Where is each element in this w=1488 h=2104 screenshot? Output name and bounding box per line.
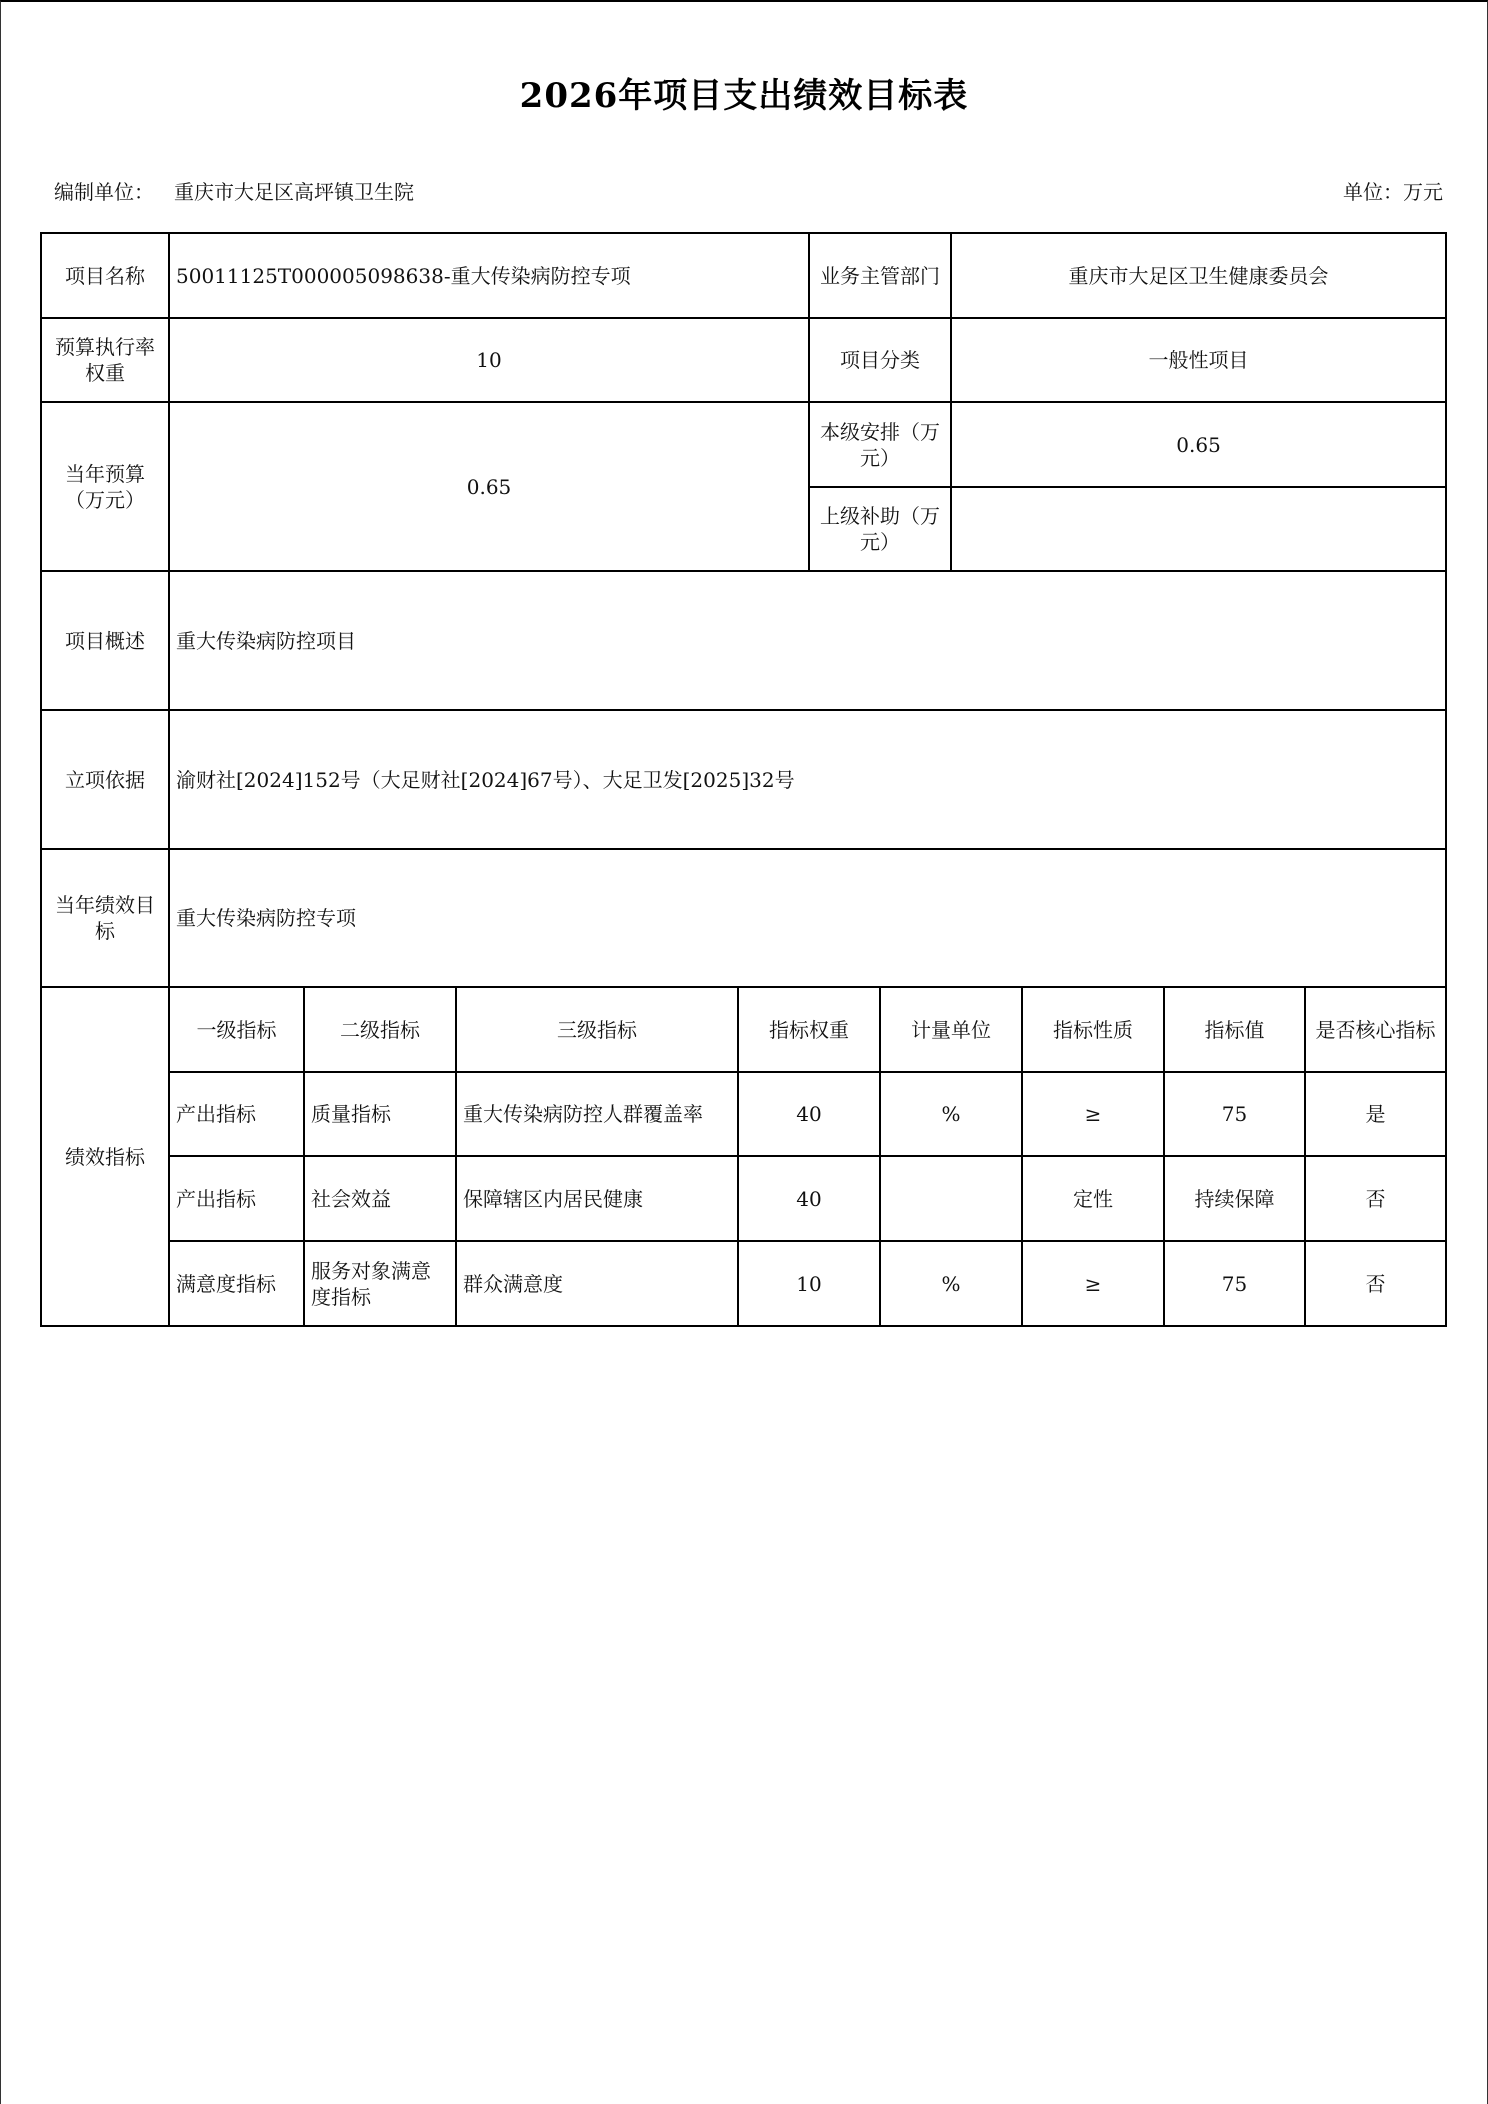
- row-basis: [41, 710, 1446, 849]
- indicators-section-label: 绩效指标: [41, 987, 169, 1326]
- row-budget-local: [41, 402, 1446, 487]
- project-name-value: 50011125T000005098638-重大传染病防控专项: [169, 233, 809, 318]
- indicator-level1: 产出指标: [169, 1072, 304, 1156]
- header-nature: 指标性质: [1022, 987, 1164, 1072]
- compiling-unit-name: 重庆市大足区高坪镇卫生院: [174, 180, 414, 204]
- indicator-weight: 10: [738, 1241, 880, 1326]
- indicator-level2: 质量指标: [304, 1072, 456, 1156]
- indicator-core: 否: [1305, 1156, 1446, 1241]
- table-row: [41, 1072, 1446, 1156]
- indicator-weight: 40: [738, 1072, 880, 1156]
- currency-unit: 单位：万元: [1343, 180, 1443, 204]
- upper-subsidy-label: 上级补助（万元）: [809, 487, 951, 571]
- table-row: [41, 1241, 1446, 1326]
- execution-weight-value: 10: [169, 318, 809, 402]
- indicator-header-row: [41, 987, 1446, 1072]
- project-name-label: 项目名称: [41, 233, 169, 318]
- header-unit: 计量单位: [880, 987, 1022, 1072]
- indicator-core: 否: [1305, 1241, 1446, 1326]
- indicator-nature: ≥: [1022, 1241, 1164, 1326]
- table-row: [41, 1156, 1446, 1241]
- page-title: 2026年项目支出绩效目标表: [519, 76, 969, 116]
- project-category-value: 一般性项目: [951, 318, 1446, 402]
- execution-weight-label: 预算执行率权重: [41, 318, 169, 402]
- header-level2: 二级指标: [304, 987, 456, 1072]
- row-project-name: [41, 233, 1446, 318]
- annual-goal-label: 当年绩效目标: [41, 849, 169, 987]
- indicator-value: 75: [1164, 1241, 1305, 1326]
- header-core: 是否核心指标: [1305, 987, 1446, 1072]
- annual-goal-value: 重大传染病防控专项: [169, 849, 1446, 987]
- indicator-value: 75: [1164, 1072, 1305, 1156]
- header-level1: 一级指标: [169, 987, 304, 1072]
- header-weight: 指标权重: [738, 987, 880, 1072]
- department-label: 业务主管部门: [809, 233, 951, 318]
- indicator-unit: %: [880, 1072, 1022, 1156]
- project-basis-value: 渝财社[2024]152号（大足财社[2024]67号）、大足卫发[2025]32号: [169, 710, 1446, 849]
- indicator-level3: 重大传染病防控人群覆盖率: [456, 1072, 738, 1156]
- performance-target-table: [40, 232, 1447, 1327]
- indicator-unit: %: [880, 1241, 1022, 1326]
- indicator-level3: 群众满意度: [456, 1241, 738, 1326]
- annual-budget-label: 当年预算（万元）: [41, 402, 169, 571]
- project-basis-label: 立项依据: [41, 710, 169, 849]
- indicator-weight: 40: [738, 1156, 880, 1241]
- indicator-nature: ≥: [1022, 1072, 1164, 1156]
- local-arrangement-value: 0.65: [951, 402, 1446, 487]
- row-annual-goal: [41, 849, 1446, 987]
- project-overview-value: 重大传染病防控项目: [169, 571, 1446, 710]
- header-level3: 三级指标: [456, 987, 738, 1072]
- project-category-label: 项目分类: [809, 318, 951, 402]
- indicator-nature: 定性: [1022, 1156, 1164, 1241]
- indicator-core: 是: [1305, 1072, 1446, 1156]
- indicator-level2: 社会效益: [304, 1156, 456, 1241]
- local-arrangement-label: 本级安排（万元）: [809, 402, 951, 487]
- indicator-level2: 服务对象满意度指标: [304, 1241, 456, 1326]
- indicator-value: 持续保障: [1164, 1156, 1305, 1241]
- row-overview: [41, 571, 1446, 710]
- project-overview-label: 项目概述: [41, 571, 169, 710]
- indicator-unit: [880, 1156, 1022, 1241]
- indicator-level1: 满意度指标: [169, 1241, 304, 1326]
- indicator-level1: 产出指标: [169, 1156, 304, 1241]
- compiling-unit-label: 编制单位：: [54, 180, 154, 204]
- indicator-level3: 保障辖区内居民健康: [456, 1156, 738, 1241]
- department-value: 重庆市大足区卫生健康委员会: [951, 233, 1446, 318]
- annual-budget-value: 0.65: [169, 402, 809, 571]
- header-value: 指标值: [1164, 987, 1305, 1072]
- row-weight-category: [41, 318, 1446, 402]
- upper-subsidy-value: [951, 487, 1446, 571]
